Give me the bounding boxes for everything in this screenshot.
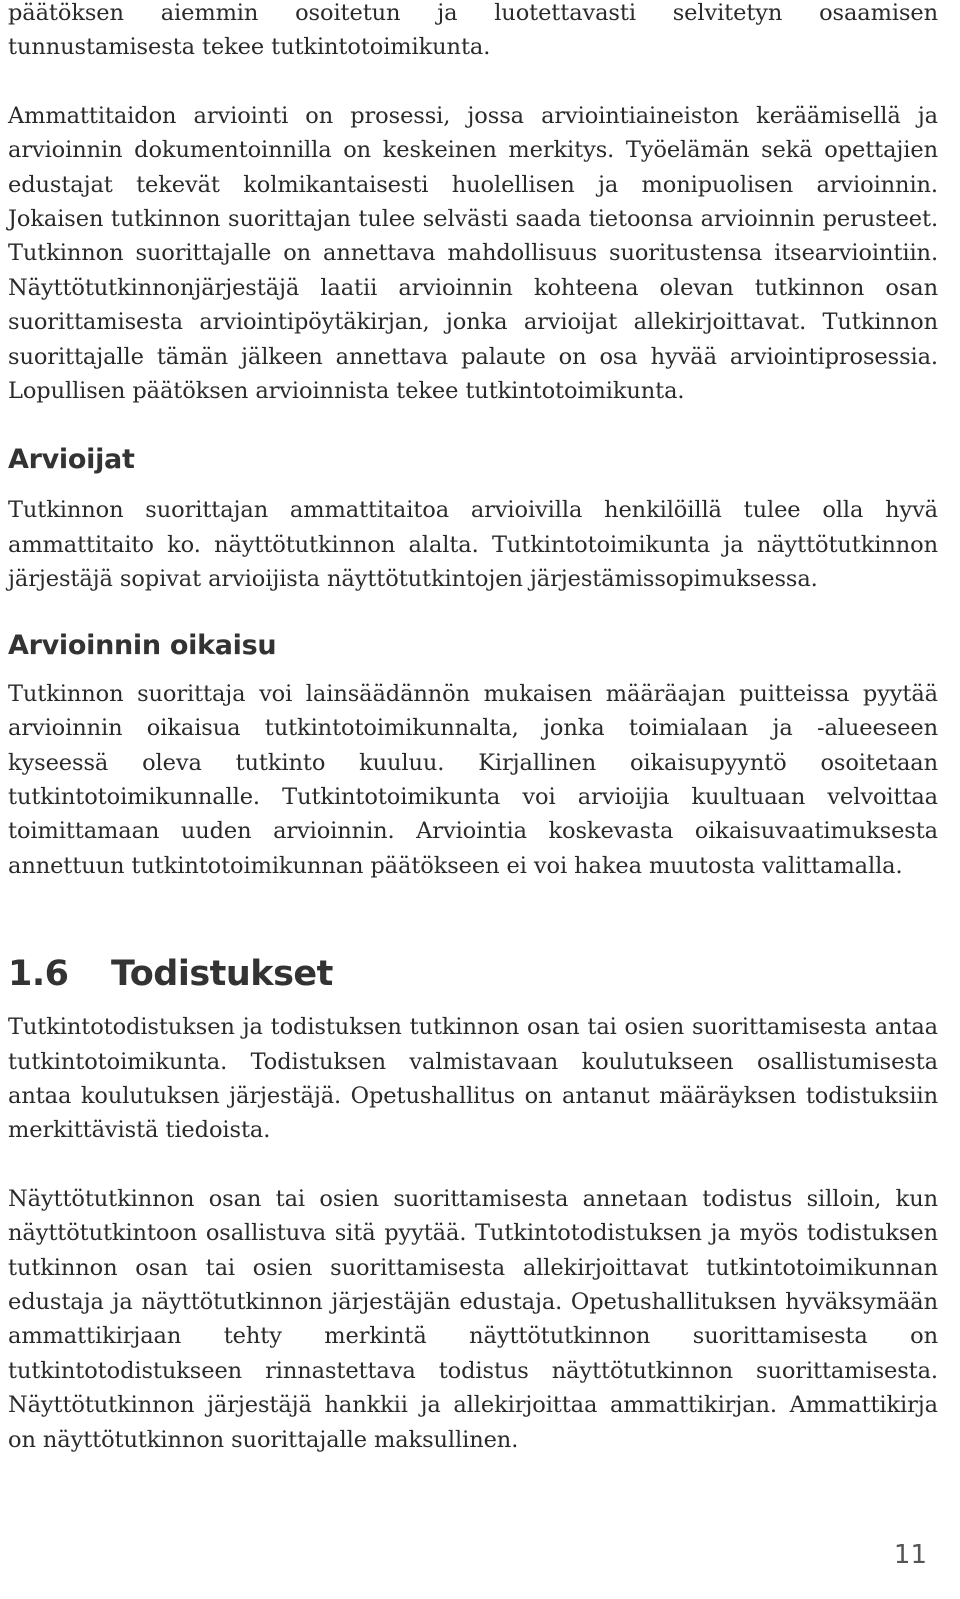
heading-arvioinnin-oikaisu: Arvioinnin oikaisu bbox=[8, 629, 277, 661]
heading-arvioijat: Arvioijat bbox=[8, 444, 135, 476]
paragraph-arvioijat: Tutkinnon suorittajan ammattitaitoa arvioivilla henkilöillä tulee olla hyvä ammattitaito ko. näyttötutkinnon alalta. Tutkintotoimikunta ja näyttötutkinnon järjestäjä sopivat arvioijista näyttötutkintojen järjestämissopimuksessa. bbox=[8, 497, 938, 593]
page-number: 11 bbox=[893, 1540, 927, 1570]
section-heading-todistukset bbox=[8, 954, 938, 994]
paragraph-assessment-process: Ammattitaidon arviointi on prosessi, jossa arviointiaineiston keräämisellä ja arvioinnin dokumentoinnilla on keskeinen merkitys. Työelämän sekä opettajien edustajat tekevät kolmikantaisesti huolellisen ja monipuolisen arvioinnin. Jokaisen tutkinnon suorittajan tulee selvästi saada tietoonsa arvioinnin perusteet. Tutkinnon suorittajalle on annettava mahdollisuus suoritustensa itsearviointiin. Näyttötutkinnonjärjestäjä laatii arvioinnin kohteena olevan tutkinnon osan suorittamisesta arviointipöytäkirjan, jonka arvioijat allekirjoittavat. Tutkinnon suorittajalle tämän jälkeen annettava palaute on osa hyvää arviointiprosessia. Lopullisen päätöksen arvioinnista tekee tutkintotoimikunta. bbox=[8, 102, 938, 405]
section-title: Todistukset bbox=[111, 954, 333, 995]
paragraph-todistukset-1: Tutkintotodistuksen ja todistuksen tutkinnon osan tai osien suorittamisesta antaa tutkintotoimikunta. Todistuksen valmistavaan koulutukseen osallistumisesta antaa koulutuksen järjestäjä. Opetushallitus on antanut määräyksen todistuksiin merkittävistä tiedoista. bbox=[8, 1014, 938, 1144]
paragraph-recognition: päätöksen aiemmin osoitetun ja luotettavasti selvitetyn osaamisen tunnustamisesta tekee tutkintotoimikunta. bbox=[8, 0, 938, 61]
document-page bbox=[8, 0, 938, 1457]
paragraph-oikaisu: Tutkinnon suorittaja voi lainsäädännön mukaisen määräajan puitteissa pyytää arvioinnin oikaisua tutkintotoimikunnalta, jonka toimialaan ja -alueeseen kyseessä oleva tutkinto kuuluu. Kirjallinen oikaisupyyntö osoitetaan tutkintotoimikunnalle. Tutkintotoimikunta voi arvioijia kuultuaan velvoittaa toimittamaan uuden arvioinnin. Arviointia koskevasta oikaisuvaatimuksesta annettuun tutkintotoimikunnan päätökseen ei voi hakea muutosta valittamalla. bbox=[8, 680, 938, 879]
paragraph-todistukset-2: Näyttötutkinnon osan tai osien suorittamisesta annetaan todistus silloin, kun näyttötutkintoon osallistuva sitä pyytää. Tutkintotodistuksen ja myös todistuksen tutkinnon osan tai osien suorittamisesta allekirjoittavat tutkintotoimikunnan edustaja ja näyttötutkinnon järjestäjän edustaja. Opetushallituksen hyväksymään ammattikirjaan tehty merkintä näyttötutkinnon suorittamisesta on tutkintotodistukseen rinnastettava todistus näyttötutkinnon suorittamisesta. Näyttötutkinnon järjestäjä hankkii ja allekirjoittaa ammattikirjan. Ammattikirja on näyttötutkinnon suorittajalle maksullinen. bbox=[8, 1185, 938, 1453]
section-number: 1.6 bbox=[8, 954, 69, 995]
